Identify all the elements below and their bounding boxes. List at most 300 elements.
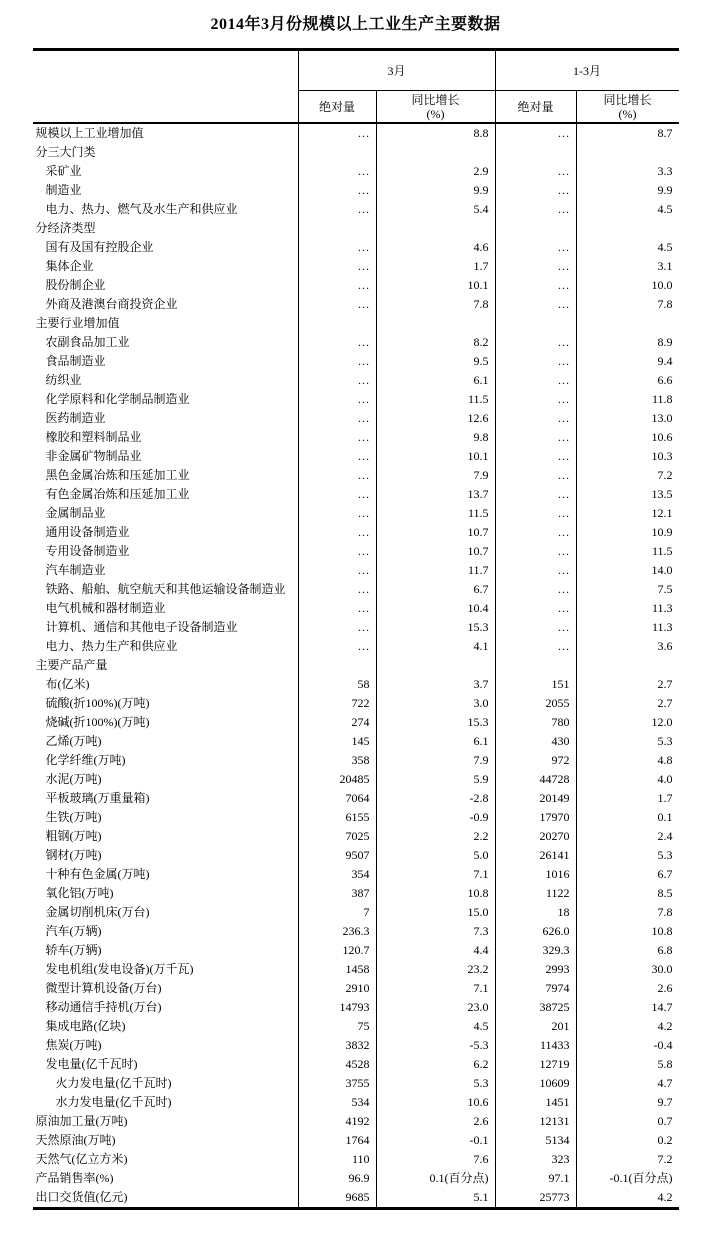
cum-growth-value: 9.4 <box>576 352 679 371</box>
march-absolute-value: … <box>298 447 376 466</box>
row-label: 橡胶和塑料制品业 <box>45 430 142 444</box>
table-row <box>33 1169 679 1188</box>
march-growth-value <box>376 219 495 238</box>
row-label: 氧化铝(万吨) <box>45 886 114 900</box>
cum-growth-value <box>576 314 679 333</box>
cum-growth-value: 2.7 <box>576 675 679 694</box>
march-growth-value: 2.9 <box>376 162 495 181</box>
table-row <box>33 333 679 352</box>
cum-growth-value: 5.3 <box>576 732 679 751</box>
table-row <box>33 1074 679 1093</box>
march-growth-value: 3.7 <box>376 675 495 694</box>
cum-growth-value: 8.9 <box>576 333 679 352</box>
cum-growth-value: 9.7 <box>576 1093 679 1112</box>
row-label: 医药制造业 <box>45 411 106 425</box>
cum-growth-value: 2.4 <box>576 827 679 846</box>
row-label: 水力发电量(亿千瓦时) <box>55 1095 172 1109</box>
march-absolute-value: 6155 <box>298 808 376 827</box>
cum-growth-value: 2.6 <box>576 979 679 998</box>
cum-absolute-value: 17970 <box>495 808 576 827</box>
march-growth-value: -2.8 <box>376 789 495 808</box>
cum-absolute-value: … <box>495 162 576 181</box>
march-absolute-value: 722 <box>298 694 376 713</box>
march-absolute-value: 1458 <box>298 960 376 979</box>
yoy-growth-text: 同比增长 <box>411 92 460 107</box>
cum-growth-value: 7.8 <box>576 295 679 314</box>
row-label: 布(亿米) <box>45 677 90 691</box>
row-label: 原油加工量(万吨) <box>35 1114 128 1128</box>
cum-growth-value: 4.2 <box>576 1017 679 1036</box>
cum-absolute-value: … <box>495 295 576 314</box>
march-growth-value: 23.0 <box>376 998 495 1017</box>
table-row <box>33 808 679 827</box>
march-growth-value: 3.0 <box>376 694 495 713</box>
march-growth-value: 2.6 <box>376 1112 495 1131</box>
cum-growth-value: 14.7 <box>576 998 679 1017</box>
march-absolute-value: … <box>298 295 376 314</box>
cum-absolute-value: 1122 <box>495 884 576 903</box>
table-row <box>33 998 679 1017</box>
march-growth-value: 5.3 <box>376 1074 495 1093</box>
row-label: 主要行业增加值 <box>35 316 120 330</box>
row-label: 轿车(万辆) <box>45 943 102 957</box>
table-row <box>33 447 679 466</box>
march-absolute-value <box>298 656 376 675</box>
cum-absolute-value: 780 <box>495 713 576 732</box>
cum-absolute-value: 25773 <box>495 1188 576 1207</box>
march-growth-value <box>376 314 495 333</box>
table-row <box>33 1112 679 1131</box>
cum-absolute-value: … <box>495 504 576 523</box>
march-growth-value: -5.3 <box>376 1036 495 1055</box>
table-row <box>33 162 679 181</box>
march-growth-value: 15.3 <box>376 713 495 732</box>
cum-growth-value: 6.8 <box>576 941 679 960</box>
march-absolute-value: 236.3 <box>298 922 376 941</box>
cum-growth-value <box>576 219 679 238</box>
cum-absolute-value: 151 <box>495 675 576 694</box>
march-absolute-value: 2910 <box>298 979 376 998</box>
table-row <box>33 1150 679 1169</box>
march-growth-value: 0.1(百分点) <box>376 1169 495 1188</box>
row-label: 火力发电量(亿千瓦时) <box>55 1076 172 1090</box>
cum-growth-value: 1.7 <box>576 789 679 808</box>
cum-growth-value: 13.0 <box>576 409 679 428</box>
march-absolute-value: … <box>298 162 376 181</box>
header-period-jan-to-march: 1-3月 <box>495 51 679 91</box>
cum-growth-value: 10.6 <box>576 428 679 447</box>
row-label: 股份制企业 <box>45 278 106 292</box>
march-absolute-value: … <box>298 637 376 656</box>
march-growth-value: 10.6 <box>376 1093 495 1112</box>
march-absolute-value: … <box>298 428 376 447</box>
cum-growth-value: 3.1 <box>576 257 679 276</box>
march-absolute-value: … <box>298 371 376 390</box>
march-growth-value: 10.1 <box>376 447 495 466</box>
row-label: 电气机械和器材制造业 <box>45 601 166 615</box>
march-growth-value: 6.1 <box>376 732 495 751</box>
cum-growth-value: 4.5 <box>576 238 679 257</box>
march-growth-value: 10.8 <box>376 884 495 903</box>
cum-absolute-value <box>495 314 576 333</box>
march-growth-value: 5.1 <box>376 1188 495 1207</box>
cum-growth-value: 7.2 <box>576 466 679 485</box>
march-absolute-value: 14793 <box>298 998 376 1017</box>
table-row <box>33 732 679 751</box>
row-label: 焦炭(万吨) <box>45 1038 102 1052</box>
cum-absolute-value: 26141 <box>495 846 576 865</box>
table-row <box>33 219 679 238</box>
table-row <box>33 428 679 447</box>
table-row <box>33 371 679 390</box>
table-row <box>33 960 679 979</box>
row-label: 电力、热力生产和供应业 <box>45 639 178 653</box>
table-row <box>33 276 679 295</box>
cum-growth-value: 11.3 <box>576 618 679 637</box>
table-row <box>33 485 679 504</box>
table-row <box>33 751 679 770</box>
row-label: 烧碱(折100%)(万吨) <box>45 715 150 729</box>
cum-growth-value: 4.8 <box>576 751 679 770</box>
table-row <box>33 523 679 542</box>
cum-absolute-value: 20270 <box>495 827 576 846</box>
cum-growth-value: 8.5 <box>576 884 679 903</box>
table-row <box>33 1188 679 1207</box>
cum-growth-value: 4.0 <box>576 770 679 789</box>
row-label: 化学纤维(万吨) <box>45 753 126 767</box>
cum-absolute-value: … <box>495 352 576 371</box>
header-cum-absolute: 绝对量 <box>495 91 576 122</box>
march-growth-value: 10.7 <box>376 523 495 542</box>
march-absolute-value: … <box>298 542 376 561</box>
row-label: 计算机、通信和其他电子设备制造业 <box>45 620 238 634</box>
table-row <box>33 409 679 428</box>
cum-absolute-value: 18 <box>495 903 576 922</box>
row-label: 十种有色金属(万吨) <box>45 867 150 881</box>
row-label: 集体企业 <box>45 259 94 273</box>
cum-absolute-value: 972 <box>495 751 576 770</box>
cum-absolute-value: … <box>495 124 576 143</box>
table-body <box>33 124 679 1207</box>
cum-absolute-value: 329.3 <box>495 941 576 960</box>
march-absolute-value: 4192 <box>298 1112 376 1131</box>
cum-absolute-value: 12719 <box>495 1055 576 1074</box>
march-absolute-value: 7 <box>298 903 376 922</box>
table-row <box>33 675 679 694</box>
row-label: 发电量(亿千瓦时) <box>45 1057 138 1071</box>
march-growth-value: 8.2 <box>376 333 495 352</box>
march-absolute-value: 3755 <box>298 1074 376 1093</box>
yoy-growth-text: 同比增长 <box>603 92 652 107</box>
march-growth-value: 11.7 <box>376 561 495 580</box>
march-absolute-value: 1764 <box>298 1131 376 1150</box>
cum-absolute-value: 201 <box>495 1017 576 1036</box>
table-row <box>33 542 679 561</box>
cum-absolute-value <box>495 143 576 162</box>
cum-growth-value: 10.8 <box>576 922 679 941</box>
cum-growth-value: 11.5 <box>576 542 679 561</box>
cum-absolute-value: … <box>495 580 576 599</box>
cum-growth-value: 6.6 <box>576 371 679 390</box>
cum-growth-value: 6.7 <box>576 865 679 884</box>
table-row <box>33 979 679 998</box>
march-growth-value: 7.8 <box>376 295 495 314</box>
march-growth-value: 9.5 <box>376 352 495 371</box>
cum-growth-value: 9.9 <box>576 181 679 200</box>
row-label: 微型计算机设备(万台) <box>45 981 162 995</box>
page-title: 2014年3月份规模以上工业生产主要数据 <box>210 16 501 33</box>
cum-growth-value: 11.8 <box>576 390 679 409</box>
march-growth-value: 1.7 <box>376 257 495 276</box>
march-growth-value <box>376 656 495 675</box>
table-row <box>33 181 679 200</box>
table-row <box>33 238 679 257</box>
march-absolute-value: … <box>298 485 376 504</box>
march-growth-value: 4.1 <box>376 637 495 656</box>
table-row <box>33 1036 679 1055</box>
cum-growth-value: 0.7 <box>576 1112 679 1131</box>
cum-growth-value <box>576 143 679 162</box>
march-absolute-value: 387 <box>298 884 376 903</box>
row-label: 农副食品加工业 <box>45 335 130 349</box>
march-growth-value: 5.9 <box>376 770 495 789</box>
march-growth-value: 7.6 <box>376 1150 495 1169</box>
table-row <box>33 789 679 808</box>
row-label: 外商及港澳台商投资企业 <box>45 297 178 311</box>
march-absolute-value: … <box>298 523 376 542</box>
table-row <box>33 1017 679 1036</box>
row-label: 电力、热力、燃气及水生产和供应业 <box>45 202 238 216</box>
march-growth-value: 6.7 <box>376 580 495 599</box>
march-growth-value: 15.3 <box>376 618 495 637</box>
header-period-march: 3月 <box>298 51 495 91</box>
march-absolute-value: … <box>298 561 376 580</box>
march-growth-value: 6.2 <box>376 1055 495 1074</box>
march-absolute-value: … <box>298 390 376 409</box>
cum-absolute-value: … <box>495 390 576 409</box>
table-row <box>33 865 679 884</box>
table-row <box>33 846 679 865</box>
row-label: 乙烯(万吨) <box>45 734 102 748</box>
march-absolute-value: 20485 <box>298 770 376 789</box>
march-growth-value <box>376 143 495 162</box>
cum-growth-value: 10.9 <box>576 523 679 542</box>
table-row <box>33 143 679 162</box>
cum-absolute-value: 430 <box>495 732 576 751</box>
cum-growth-value: 12.0 <box>576 713 679 732</box>
cum-absolute-value: … <box>495 447 576 466</box>
cum-absolute-value: 97.1 <box>495 1169 576 1188</box>
cum-growth-value: 5.3 <box>576 846 679 865</box>
row-label: 分经济类型 <box>35 221 96 235</box>
cum-absolute-value: … <box>495 371 576 390</box>
march-absolute-value <box>298 219 376 238</box>
march-absolute-value: … <box>298 409 376 428</box>
cum-absolute-value: … <box>495 561 576 580</box>
cum-absolute-value: … <box>495 637 576 656</box>
header-label-spacer <box>33 51 298 91</box>
march-growth-value: 10.7 <box>376 542 495 561</box>
cum-absolute-value: 1451 <box>495 1093 576 1112</box>
march-absolute-value: 96.9 <box>298 1169 376 1188</box>
cum-absolute-value: 12131 <box>495 1112 576 1131</box>
header-label-spacer <box>33 91 298 122</box>
table-row <box>33 922 679 941</box>
row-label: 铁路、船舶、航空航天和其他运输设备制造业 <box>45 582 286 596</box>
cum-growth-value: 13.5 <box>576 485 679 504</box>
table-row <box>33 903 679 922</box>
yoy-growth-unit: (%) <box>618 106 637 121</box>
cum-absolute-value <box>495 656 576 675</box>
march-absolute-value: 354 <box>298 865 376 884</box>
march-growth-value: 15.0 <box>376 903 495 922</box>
cum-growth-value: 5.8 <box>576 1055 679 1074</box>
cum-absolute-value <box>495 219 576 238</box>
table-row <box>33 713 679 732</box>
cum-absolute-value: … <box>495 257 576 276</box>
cum-absolute-value: 323 <box>495 1150 576 1169</box>
table-row <box>33 390 679 409</box>
march-growth-value: 7.9 <box>376 751 495 770</box>
cum-absolute-value: … <box>495 181 576 200</box>
march-growth-value: 8.8 <box>376 124 495 143</box>
table-row <box>33 618 679 637</box>
row-label: 通用设备制造业 <box>45 525 130 539</box>
row-label: 天然原油(万吨) <box>35 1133 116 1147</box>
march-growth-value: 13.7 <box>376 485 495 504</box>
table-row <box>33 1093 679 1112</box>
march-absolute-value: … <box>298 599 376 618</box>
march-absolute-value: 145 <box>298 732 376 751</box>
cum-growth-value: 7.8 <box>576 903 679 922</box>
march-growth-value: 7.1 <box>376 979 495 998</box>
march-absolute-value: 75 <box>298 1017 376 1036</box>
cum-absolute-value: … <box>495 409 576 428</box>
cum-absolute-value: … <box>495 542 576 561</box>
cum-growth-value: 12.1 <box>576 504 679 523</box>
table-row <box>33 124 679 143</box>
table-row <box>33 466 679 485</box>
march-growth-value: 23.2 <box>376 960 495 979</box>
table-row <box>33 884 679 903</box>
row-label: 规模以上工业增加值 <box>35 126 144 140</box>
march-growth-value: 4.5 <box>376 1017 495 1036</box>
march-absolute-value: … <box>298 504 376 523</box>
march-absolute-value: 7025 <box>298 827 376 846</box>
row-label: 食品制造业 <box>45 354 106 368</box>
march-growth-value: -0.9 <box>376 808 495 827</box>
cum-absolute-value: 11433 <box>495 1036 576 1055</box>
row-label: 移动通信手持机(万台) <box>45 1000 162 1014</box>
cum-absolute-value: 2993 <box>495 960 576 979</box>
march-growth-value: 9.9 <box>376 181 495 200</box>
row-label: 金属切削机床(万台) <box>45 905 150 919</box>
cum-absolute-value: … <box>495 428 576 447</box>
row-label: 黑色金属冶炼和压延加工业 <box>45 468 190 482</box>
cum-absolute-value: … <box>495 238 576 257</box>
cum-absolute-value: … <box>495 466 576 485</box>
march-absolute-value: … <box>298 333 376 352</box>
row-label: 平板玻璃(万重量箱) <box>45 791 150 805</box>
industrial-production-table <box>33 48 679 1210</box>
cum-growth-value: 30.0 <box>576 960 679 979</box>
row-label: 纺织业 <box>45 373 82 387</box>
table-row <box>33 941 679 960</box>
march-growth-value: 7.9 <box>376 466 495 485</box>
table-header-measure-row <box>33 91 679 124</box>
table-row <box>33 314 679 333</box>
header-cum-yoy-growth <box>576 91 679 122</box>
march-absolute-value: … <box>298 181 376 200</box>
table-row <box>33 599 679 618</box>
cum-growth-value: 3.3 <box>576 162 679 181</box>
row-label: 金属制品业 <box>45 506 106 520</box>
header-march-yoy-growth <box>376 91 495 122</box>
cum-growth-value: 8.7 <box>576 124 679 143</box>
cum-absolute-value: … <box>495 485 576 504</box>
table-row <box>33 637 679 656</box>
row-label: 汽车(万辆) <box>45 924 102 938</box>
march-growth-value: 12.6 <box>376 409 495 428</box>
march-growth-value: 4.6 <box>376 238 495 257</box>
row-label: 分三大门类 <box>35 145 96 159</box>
march-growth-value: 7.1 <box>376 865 495 884</box>
row-label: 汽车制造业 <box>45 563 106 577</box>
table-row <box>33 295 679 314</box>
cum-absolute-value: 5134 <box>495 1131 576 1150</box>
row-label: 集成电路(亿块) <box>45 1019 126 1033</box>
cum-absolute-value: 38725 <box>495 998 576 1017</box>
table-row <box>33 770 679 789</box>
cum-growth-value: 4.7 <box>576 1074 679 1093</box>
march-absolute-value: 4528 <box>298 1055 376 1074</box>
cum-absolute-value: 1016 <box>495 865 576 884</box>
cum-growth-value: 2.7 <box>576 694 679 713</box>
march-growth-value: 5.0 <box>376 846 495 865</box>
row-label: 有色金属冶炼和压延加工业 <box>45 487 190 501</box>
cum-absolute-value: 2055 <box>495 694 576 713</box>
cum-absolute-value: … <box>495 618 576 637</box>
march-absolute-value: … <box>298 124 376 143</box>
march-growth-value: -0.1 <box>376 1131 495 1150</box>
march-growth-value: 11.5 <box>376 390 495 409</box>
table-header-period-row <box>33 51 679 91</box>
march-absolute-value: 120.7 <box>298 941 376 960</box>
row-label: 出口交货值(亿元) <box>35 1190 128 1204</box>
cum-growth-value: 10.3 <box>576 447 679 466</box>
row-label: 硫酸(折100%)(万吨) <box>45 696 150 710</box>
cum-growth-value: 4.5 <box>576 200 679 219</box>
march-absolute-value: … <box>298 618 376 637</box>
cum-growth-value: -0.4 <box>576 1036 679 1055</box>
march-absolute-value: 9507 <box>298 846 376 865</box>
march-absolute-value: 3832 <box>298 1036 376 1055</box>
row-label: 粗钢(万吨) <box>45 829 102 843</box>
march-growth-value: 10.1 <box>376 276 495 295</box>
march-growth-value: 11.5 <box>376 504 495 523</box>
table-row <box>33 1055 679 1074</box>
march-absolute-value: 274 <box>298 713 376 732</box>
march-absolute-value: … <box>298 238 376 257</box>
table-row <box>33 1131 679 1150</box>
row-label: 天然气(亿立方米) <box>35 1152 128 1166</box>
cum-absolute-value: … <box>495 523 576 542</box>
table-row <box>33 561 679 580</box>
march-absolute-value: … <box>298 580 376 599</box>
march-absolute-value: … <box>298 466 376 485</box>
table-row <box>33 200 679 219</box>
march-absolute-value <box>298 314 376 333</box>
